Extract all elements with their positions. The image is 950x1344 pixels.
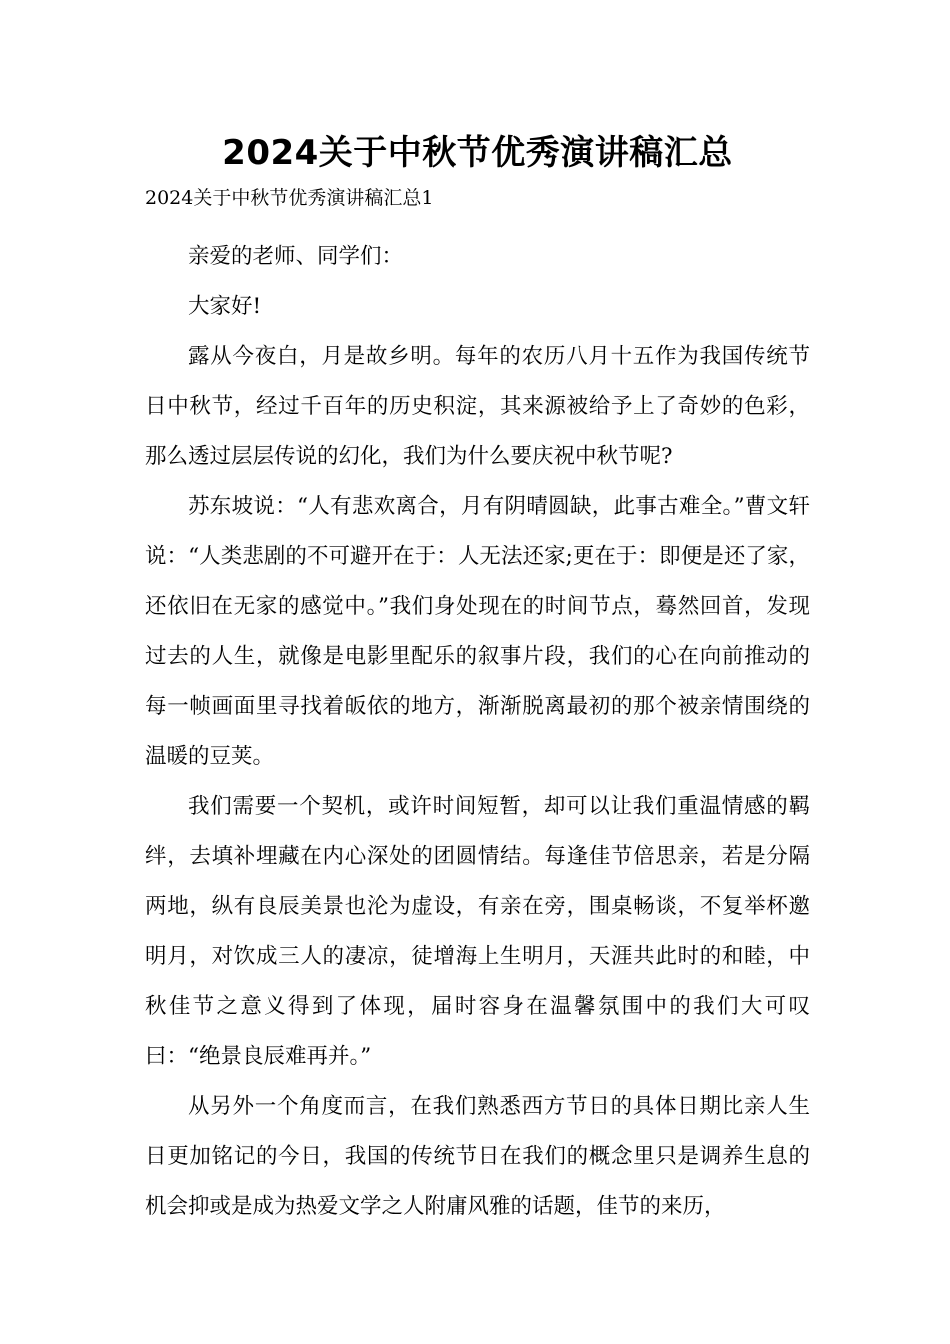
document-title: 2024关于中秋节优秀演讲稿汇总 (222, 133, 733, 173)
paragraph-3: 我们需要一个契机，或许时间短暂，却可以让我们重温情感的羁绊，去填补埋藏在内心深处的团圆情结。每逢佳节倍思亲，若是分隔两地，纵有良辰美景也沦为虚设，有亲在旁，围桌畅谈，不复举杯邀明月，对饮成三人的凄凉，徒增海上生明月，天涯共此时的和睦，中秋佳节之意义得到了体现，届时容身在温馨氛围中的我们大可叹曰：“绝景良辰难再并。” (145, 794, 810, 1069)
paragraph-4: 从另外一个角度而言，在我们熟悉西方节日的具体日期比亲人生日更加铭记的今日，我国的传统节日在我们的概念里只是调养生息的机会抑或是成为热爱文学之人附庸风雅的话题，佳节的来历， (145, 1094, 810, 1219)
paragraph-2: 苏东坡说：“人有悲欢离合，月有阴晴圆缺，此事古难全。”曹文轩说：“人类悲剧的不可避开在于：人无法还家;更在于：即便是还了家，还依旧在无家的感觉中。”我们身处现在的时间节点，蓦然回首，发现过去的人生，就像是电影里配乐的叙事片段，我们的心在向前推动的每一帧画面里寻找着皈依的地方，渐渐脱离最初的那个被亲情围绕的温暖的豆荚。 (145, 494, 810, 769)
section-subtitle: 2024关于中秋节优秀演讲稿汇总1 (145, 187, 434, 209)
paragraph-1: 露从今夜白，月是故乡明。每年的农历八月十五作为我国传统节日中秋节，经过千百年的历史积淀，其来源被给予上了奇妙的色彩，那么透过层层传说的幻化，我们为什么要庆祝中秋节呢? (145, 344, 810, 469)
paragraph-salutation: 亲爱的老师、同学们： (188, 244, 404, 269)
paragraph-greeting: 大家好! (188, 294, 262, 319)
document-page (145, 128, 810, 1232)
